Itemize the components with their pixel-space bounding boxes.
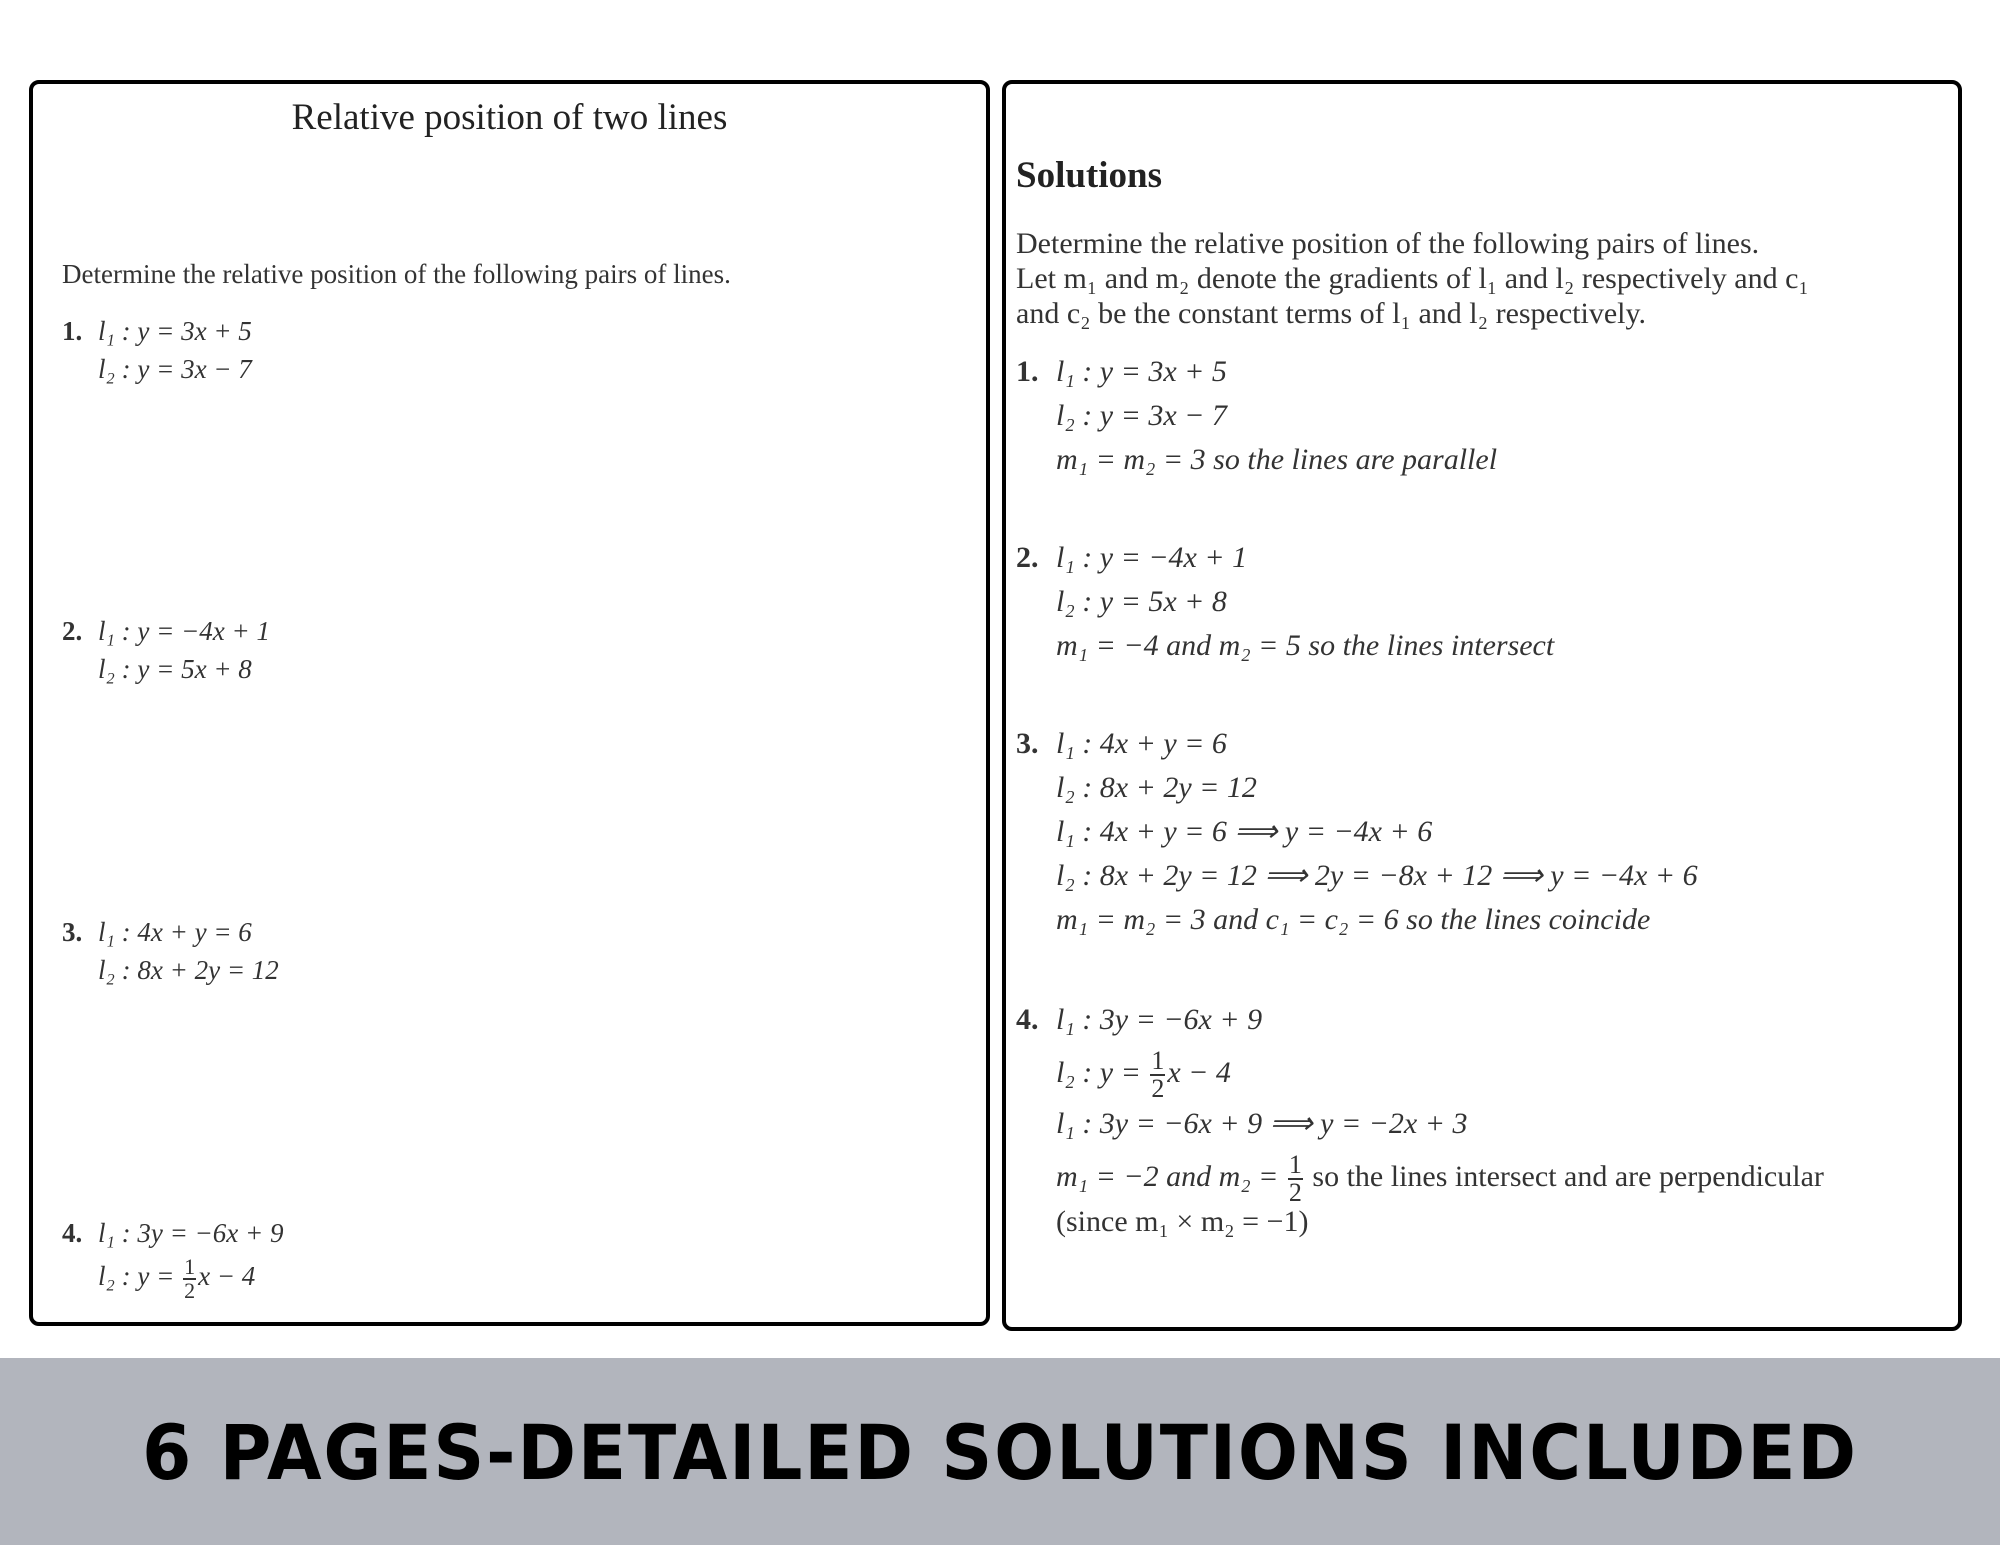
fraction-numerator: 1 [1288, 1150, 1302, 1179]
solution-note: (since m₁ × m₂ = −1) [1056, 1205, 1309, 1238]
solution-conclusion-suffix: so the lines intersect and are perpendicular [1304, 1159, 1824, 1193]
solution-line: l₁ : y = 3x + 5 [1056, 355, 1227, 388]
problem-number: 2. [1016, 541, 1039, 574]
line-2-equation-prefix: l₂ : y = [98, 1261, 182, 1292]
fraction-denominator: 2 [184, 1278, 196, 1303]
solution-conclusion: m₁ = −4 and m₂ = 5 so the lines intersect [1056, 629, 1555, 662]
fraction-numerator: 1 [1151, 1046, 1165, 1075]
solution-line: l₁ : y = −4x + 1 [1056, 541, 1248, 574]
intro-line: and c₂ be the constant terms of l₁ and l₂ respectively. [1016, 297, 1647, 330]
solution-line: l₁ : 3y = −6x + 9 [1056, 1003, 1263, 1036]
intro-line: Let m₁ and m₂ denote the gradients of l₁ and l₂ respectively and c₁ [1016, 262, 1809, 295]
worksheet-page [29, 80, 990, 1326]
fraction [1288, 1152, 1303, 1206]
solution-line: l₂ : y = 3x − 7 [1056, 399, 1227, 432]
line-1-equation: l₁ : 3y = −6x + 9 [98, 1218, 284, 1248]
solution-line: l₁ : 4x + y = 6 [1056, 727, 1227, 760]
problem-number: 3. [1016, 727, 1039, 760]
problem-number: 1. [62, 316, 83, 346]
problem-number: 4. [62, 1218, 83, 1248]
solution-line: l₂ : 8x + 2y = 12 [1056, 771, 1257, 804]
fraction-denominator: 2 [1288, 1178, 1302, 1207]
promo-banner [0, 1358, 2000, 1545]
solution-conclusion: m₁ = m₂ = 3 so the lines are parallel [1056, 443, 1498, 476]
problem-number: 3. [62, 917, 83, 947]
problem-number: 1. [1016, 355, 1039, 388]
solution-4 [1016, 998, 1824, 1244]
problem-number: 2. [62, 616, 83, 646]
solution-line-prefix: l₂ : y = [1056, 1055, 1149, 1089]
solution-1 [1016, 350, 1497, 482]
worksheet-problem-2 [62, 612, 270, 688]
line-1-equation: l₁ : 4x + y = 6 [98, 917, 252, 947]
solutions-instructions [1016, 226, 1946, 331]
solution-line-suffix: x − 4 [1167, 1055, 1231, 1089]
problem-number: 4. [1016, 1003, 1039, 1036]
worksheet-problem-4 [62, 1214, 284, 1302]
solution-line: l₁ : 3y = −6x + 9 ⟹ y = −2x + 3 [1056, 1107, 1468, 1140]
solution-3 [1016, 722, 1698, 942]
fraction-numerator: 1 [184, 1254, 196, 1279]
worksheet-title: Relative position of two lines [291, 97, 728, 138]
solution-conclusion: m₁ = m₂ = 3 and c₁ = c₂ = 6 so the lines coincide [1056, 903, 1651, 936]
solution-conclusion-prefix: m₁ = −2 and m₂ = [1056, 1159, 1286, 1193]
fraction [1150, 1048, 1165, 1102]
line-1-equation: l₁ : y = −4x + 1 [98, 616, 271, 646]
banner-text: 6 PAGES-DETAILED SOLUTIONS INCLUDED [142, 1408, 1858, 1497]
line-2-equation: l₂ : y = 5x + 8 [98, 654, 252, 684]
line-2-equation: l₂ : 8x + 2y = 12 [98, 955, 279, 985]
line-2-equation: l₂ : y = 3x − 7 [98, 354, 252, 384]
solution-line: l₂ : 8x + 2y = 12 ⟹ 2y = −8x + 12 ⟹ y = −4x + 6 [1056, 859, 1698, 892]
solutions-page [1002, 80, 1962, 1331]
fraction [183, 1256, 196, 1302]
worksheet-problem-1 [62, 312, 252, 388]
line-1-equation: l₁ : y = 3x + 5 [98, 316, 252, 346]
solutions-title: Solutions [1016, 155, 1163, 196]
worksheet-problem-3 [62, 913, 279, 989]
worksheet-instructions: Determine the relative position of the following pairs of lines. [62, 259, 731, 289]
solution-line: l₁ : 4x + y = 6 ⟹ y = −4x + 6 [1056, 815, 1433, 848]
fraction-denominator: 2 [1151, 1074, 1165, 1103]
solution-line: l₂ : y = 5x + 8 [1056, 585, 1227, 618]
solution-2 [1016, 536, 1554, 668]
intro-line: Determine the relative position of the following pairs of lines. [1016, 227, 1760, 260]
line-2-equation-suffix: x − 4 [198, 1261, 256, 1292]
